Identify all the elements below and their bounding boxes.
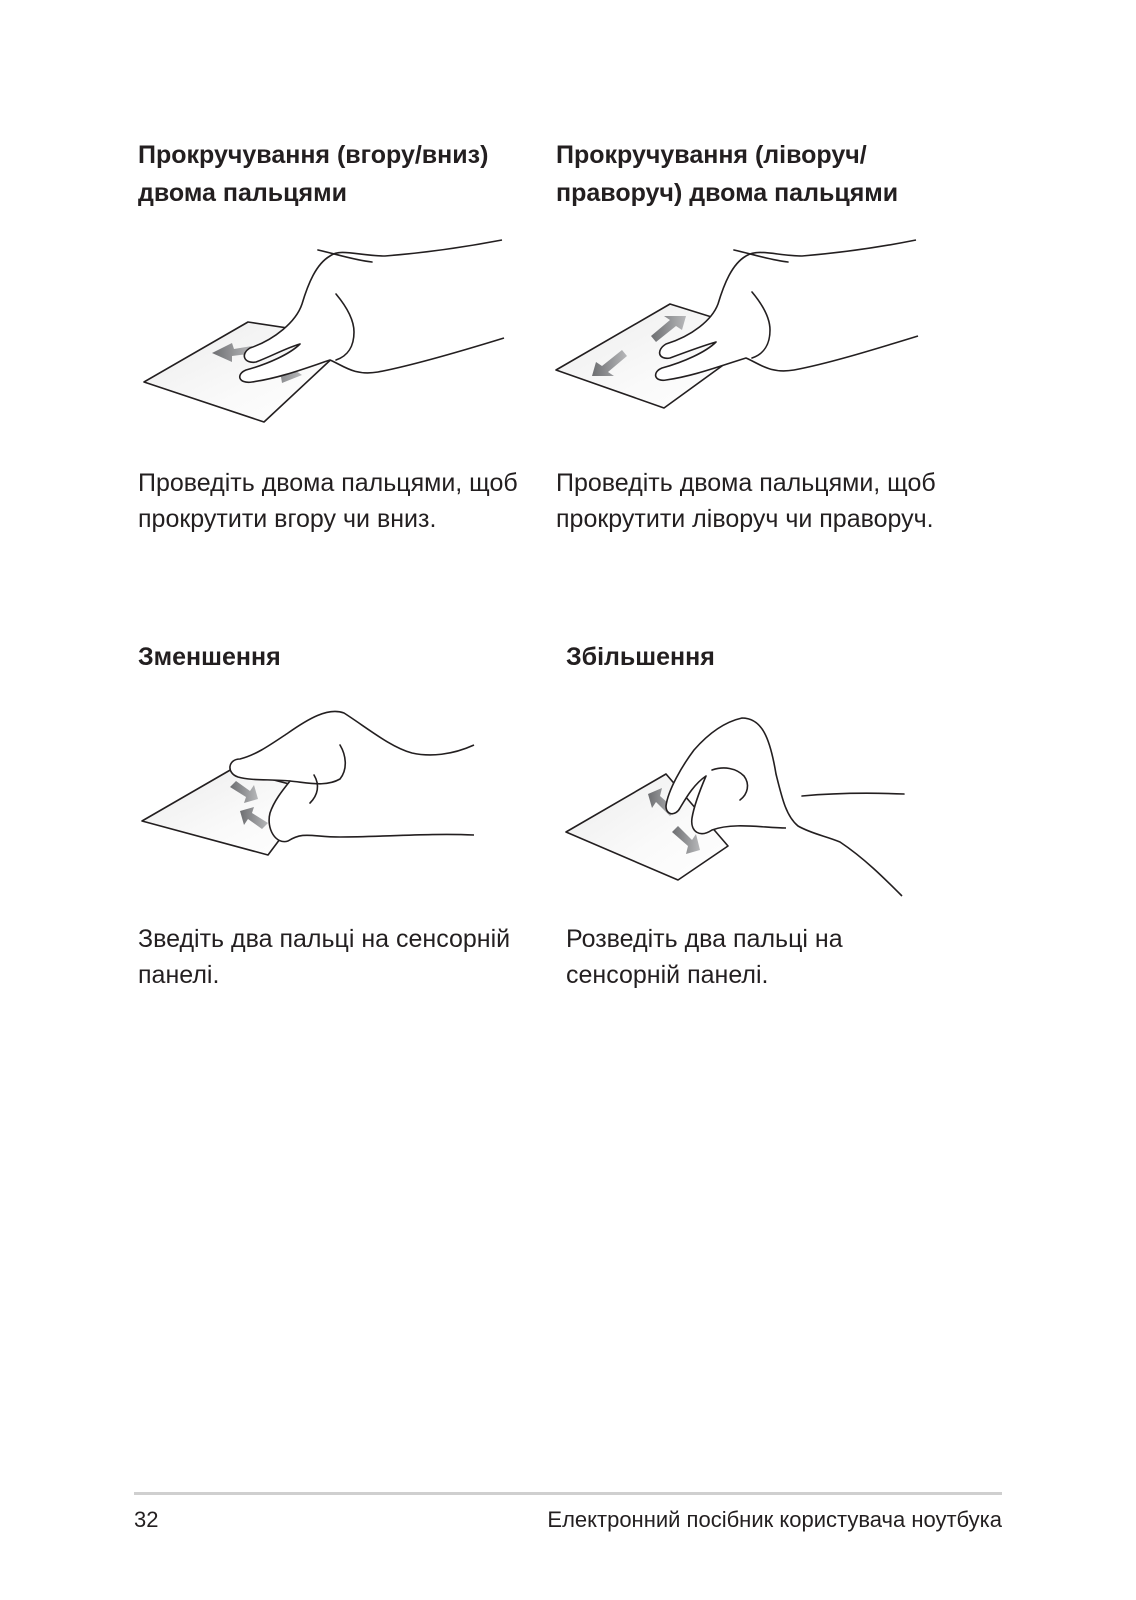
zoom-in-illustration — [564, 710, 914, 900]
heading-zoom-out-text: Зменшення — [138, 643, 281, 671]
heading-scroll-vertical-line1: Прокручування (вгору/вниз) — [138, 141, 489, 169]
scroll-vertical-illustration — [140, 232, 520, 432]
heading-zoom-out — [138, 638, 281, 676]
heading-zoom-in — [566, 638, 715, 676]
hand-detail-2 — [802, 793, 904, 796]
desc-scroll-horizontal-line2: прокрутити ліворуч чи праворуч. — [556, 505, 934, 533]
hand — [666, 718, 902, 896]
desc-zoom-out-line2: панелі. — [138, 961, 220, 989]
desc-scroll-vertical-line2: прокрутити вгору чи вниз. — [138, 505, 437, 533]
desc-zoom-in-line1: Розведіть два пальці на — [566, 925, 843, 953]
heading-zoom-in-text: Збільшення — [566, 643, 715, 671]
zoom-out-illustration — [140, 705, 480, 865]
scroll-horizontal-illustration — [552, 232, 932, 432]
desc-scroll-vertical-line1: Проведіть двома пальцями, щоб — [138, 469, 518, 497]
desc-scroll-vertical — [138, 465, 518, 537]
footer-title: Електронний посібник користувача ноутбука — [547, 1507, 1002, 1532]
desc-zoom-in-line2: сенсорній панелі. — [566, 961, 769, 989]
desc-zoom-in — [566, 921, 843, 993]
desc-scroll-horizontal — [556, 465, 936, 537]
desc-zoom-out — [138, 921, 510, 993]
heading-scroll-horizontal-line2: праворуч) двома пальцями — [556, 179, 899, 207]
page-number: 32 — [134, 1507, 159, 1532]
heading-scroll-vertical-line2: двома пальцями — [138, 179, 347, 207]
footer-divider — [134, 1492, 1002, 1495]
heading-scroll-horizontal-line1: Прокручування (ліворуч/ — [556, 141, 867, 169]
hand — [656, 240, 918, 380]
heading-scroll-horizontal — [556, 136, 898, 212]
desc-scroll-horizontal-line1: Проведіть двома пальцями, щоб — [556, 469, 936, 497]
heading-scroll-vertical — [138, 136, 488, 212]
desc-zoom-out-line1: Зведіть два пальці на сенсорній — [138, 925, 511, 953]
